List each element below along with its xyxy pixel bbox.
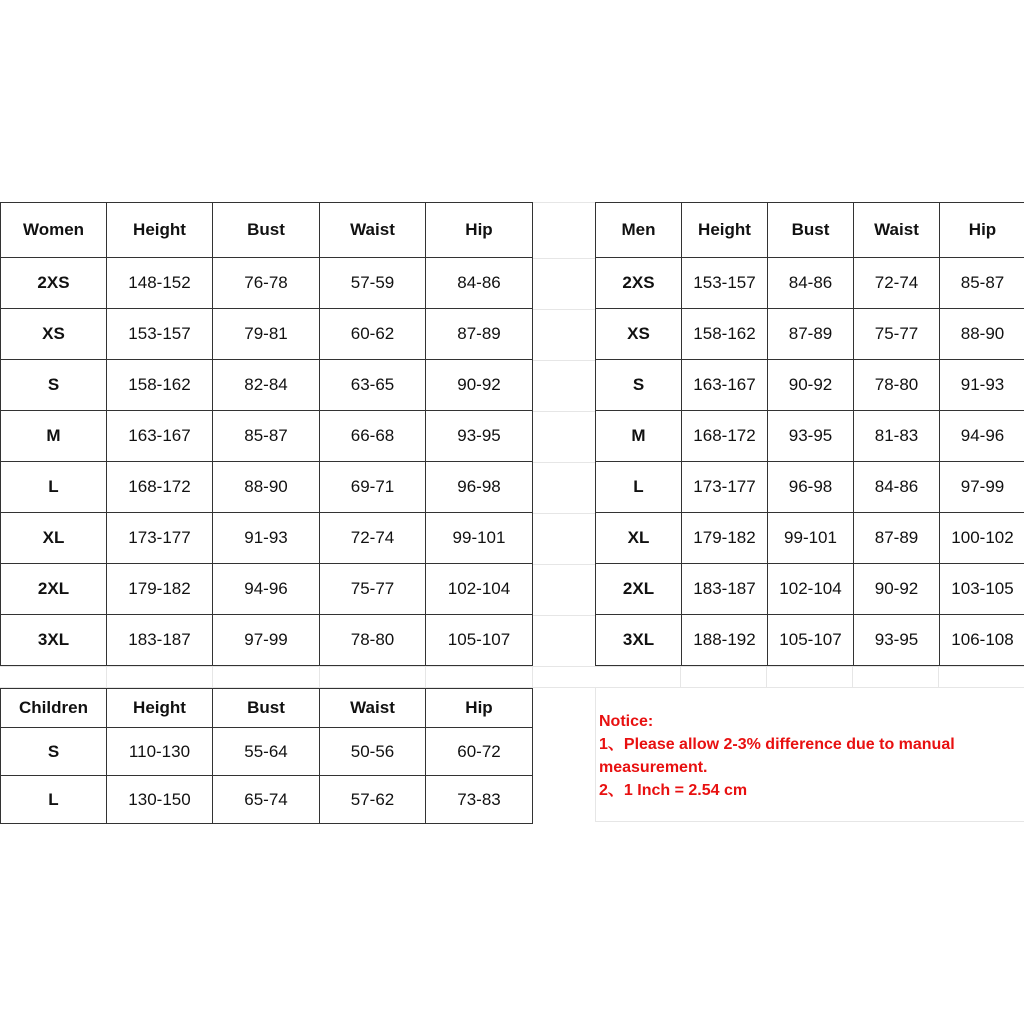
faint-gridline bbox=[425, 666, 426, 688]
faint-gridline bbox=[106, 666, 107, 688]
table-cell: 93-95 bbox=[854, 615, 940, 666]
table-cell: 90-92 bbox=[426, 360, 533, 411]
table-row bbox=[596, 411, 1024, 462]
table-cell: 81-83 bbox=[854, 411, 940, 462]
faint-gridline bbox=[595, 821, 1024, 822]
table-cell: 84-86 bbox=[768, 258, 854, 309]
table-cell: 78-80 bbox=[320, 615, 426, 666]
table-cell: 99-101 bbox=[426, 513, 533, 564]
table-cell: 105-107 bbox=[426, 615, 533, 666]
faint-gridline bbox=[938, 666, 939, 688]
size-cell: S bbox=[596, 360, 682, 411]
table-row bbox=[596, 462, 1024, 513]
table-cell: 106-108 bbox=[940, 615, 1024, 666]
table-cell: 87-89 bbox=[426, 309, 533, 360]
table-cell: 103-105 bbox=[940, 564, 1024, 615]
children-size-table bbox=[0, 688, 533, 824]
faint-gridline bbox=[766, 666, 767, 688]
faint-gridline bbox=[595, 688, 596, 822]
size-cell: 2XL bbox=[596, 564, 682, 615]
table-cell: 87-89 bbox=[854, 513, 940, 564]
size-cell: M bbox=[1, 411, 107, 462]
header-cell: Hip bbox=[426, 203, 533, 258]
faint-gridline bbox=[533, 360, 595, 361]
header-cell: Waist bbox=[320, 689, 426, 728]
table-cell: 94-96 bbox=[213, 564, 320, 615]
header-cell: Waist bbox=[854, 203, 940, 258]
faint-gridline bbox=[533, 513, 595, 514]
faint-gridline bbox=[319, 666, 320, 688]
table-header-row bbox=[1, 689, 533, 728]
table-cell: 130-150 bbox=[107, 776, 213, 824]
table-cell: 91-93 bbox=[940, 360, 1024, 411]
table-cell: 84-86 bbox=[426, 258, 533, 309]
table-cell: 84-86 bbox=[854, 462, 940, 513]
table-cell: 66-68 bbox=[320, 411, 426, 462]
notice-block bbox=[599, 710, 999, 802]
header-cell: Children bbox=[1, 689, 107, 728]
header-cell: Bust bbox=[213, 689, 320, 728]
table-cell: 79-81 bbox=[213, 309, 320, 360]
table-row bbox=[1, 776, 533, 824]
table-cell: 63-65 bbox=[320, 360, 426, 411]
header-cell: Waist bbox=[320, 203, 426, 258]
faint-gridline bbox=[680, 666, 681, 688]
women-size-table bbox=[0, 202, 533, 666]
table-cell: 57-62 bbox=[320, 776, 426, 824]
faint-gridline bbox=[852, 666, 853, 688]
header-cell: Bust bbox=[768, 203, 854, 258]
table-cell: 163-167 bbox=[682, 360, 768, 411]
faint-gridline bbox=[533, 615, 595, 616]
size-cell: XL bbox=[1, 513, 107, 564]
table-cell: 85-87 bbox=[213, 411, 320, 462]
table-header-row bbox=[1, 203, 533, 258]
table-cell: 183-187 bbox=[682, 564, 768, 615]
table-cell: 168-172 bbox=[107, 462, 213, 513]
table-cell: 148-152 bbox=[107, 258, 213, 309]
table-cell: 93-95 bbox=[426, 411, 533, 462]
table-cell: 69-71 bbox=[320, 462, 426, 513]
table-row bbox=[1, 258, 533, 309]
header-cell: Men bbox=[596, 203, 682, 258]
header-cell: Bust bbox=[213, 203, 320, 258]
table-cell: 99-101 bbox=[768, 513, 854, 564]
size-cell: S bbox=[1, 728, 107, 776]
table-row bbox=[1, 309, 533, 360]
faint-gridline bbox=[533, 462, 595, 463]
table-cell: 97-99 bbox=[940, 462, 1024, 513]
faint-gridline bbox=[533, 258, 595, 259]
table-cell: 85-87 bbox=[940, 258, 1024, 309]
table-cell: 91-93 bbox=[213, 513, 320, 564]
table-cell: 173-177 bbox=[682, 462, 768, 513]
table-row bbox=[1, 513, 533, 564]
table-cell: 100-102 bbox=[940, 513, 1024, 564]
table-cell: 158-162 bbox=[682, 309, 768, 360]
size-cell: 2XS bbox=[596, 258, 682, 309]
table-cell: 97-99 bbox=[213, 615, 320, 666]
table-cell: 179-182 bbox=[682, 513, 768, 564]
table-cell: 163-167 bbox=[107, 411, 213, 462]
table-row bbox=[1, 462, 533, 513]
table-cell: 93-95 bbox=[768, 411, 854, 462]
men-size-table bbox=[595, 202, 1024, 666]
table-cell: 65-74 bbox=[213, 776, 320, 824]
size-cell: L bbox=[1, 776, 107, 824]
table-cell: 173-177 bbox=[107, 513, 213, 564]
table-cell: 110-130 bbox=[107, 728, 213, 776]
table-row bbox=[1, 360, 533, 411]
table-cell: 158-162 bbox=[107, 360, 213, 411]
faint-gridline bbox=[0, 666, 1024, 667]
table-row bbox=[596, 258, 1024, 309]
faint-gridline bbox=[533, 564, 595, 565]
table-cell: 73-83 bbox=[426, 776, 533, 824]
size-cell: S bbox=[1, 360, 107, 411]
table-cell: 72-74 bbox=[854, 258, 940, 309]
table-row bbox=[1, 728, 533, 776]
table-cell: 168-172 bbox=[682, 411, 768, 462]
table-row bbox=[1, 411, 533, 462]
table-cell: 75-77 bbox=[320, 564, 426, 615]
table-cell: 78-80 bbox=[854, 360, 940, 411]
size-cell: 2XS bbox=[1, 258, 107, 309]
table-cell: 183-187 bbox=[107, 615, 213, 666]
size-cell: L bbox=[596, 462, 682, 513]
table-row bbox=[596, 564, 1024, 615]
header-cell: Height bbox=[107, 689, 213, 728]
table-row bbox=[596, 360, 1024, 411]
table-cell: 179-182 bbox=[107, 564, 213, 615]
size-cell: 3XL bbox=[1, 615, 107, 666]
table-cell: 88-90 bbox=[213, 462, 320, 513]
size-cell: XS bbox=[1, 309, 107, 360]
table-cell: 50-56 bbox=[320, 728, 426, 776]
size-cell: XL bbox=[596, 513, 682, 564]
table-cell: 60-72 bbox=[426, 728, 533, 776]
table-cell: 72-74 bbox=[320, 513, 426, 564]
table-cell: 90-92 bbox=[854, 564, 940, 615]
size-cell: 2XL bbox=[1, 564, 107, 615]
table-cell: 55-64 bbox=[213, 728, 320, 776]
table-row bbox=[1, 615, 533, 666]
faint-gridline bbox=[533, 309, 595, 310]
table-cell: 90-92 bbox=[768, 360, 854, 411]
faint-gridline bbox=[533, 202, 595, 203]
header-cell: Hip bbox=[940, 203, 1024, 258]
header-cell: Women bbox=[1, 203, 107, 258]
table-cell: 87-89 bbox=[768, 309, 854, 360]
notice-line-2: 2、1 Inch = 2.54 cm bbox=[599, 782, 748, 799]
table-cell: 102-104 bbox=[768, 564, 854, 615]
table-cell: 153-157 bbox=[682, 258, 768, 309]
table-cell: 96-98 bbox=[768, 462, 854, 513]
table-cell: 94-96 bbox=[940, 411, 1024, 462]
table-cell: 102-104 bbox=[426, 564, 533, 615]
table-row bbox=[596, 615, 1024, 666]
table-row bbox=[596, 309, 1024, 360]
notice-line-1: 1、Please allow 2-3% difference due to manual measurement. bbox=[599, 736, 955, 776]
table-cell: 88-90 bbox=[940, 309, 1024, 360]
header-cell: Height bbox=[682, 203, 768, 258]
size-cell: 3XL bbox=[596, 615, 682, 666]
notice-title: Notice: bbox=[599, 713, 654, 730]
table-cell: 60-62 bbox=[320, 309, 426, 360]
size-cell: XS bbox=[596, 309, 682, 360]
header-cell: Hip bbox=[426, 689, 533, 728]
header-cell: Height bbox=[107, 203, 213, 258]
faint-gridline bbox=[212, 666, 213, 688]
table-cell: 105-107 bbox=[768, 615, 854, 666]
table-cell: 76-78 bbox=[213, 258, 320, 309]
table-cell: 57-59 bbox=[320, 258, 426, 309]
size-cell: L bbox=[1, 462, 107, 513]
table-row bbox=[1, 564, 533, 615]
table-cell: 188-192 bbox=[682, 615, 768, 666]
table-row bbox=[596, 513, 1024, 564]
size-cell: M bbox=[596, 411, 682, 462]
table-cell: 96-98 bbox=[426, 462, 533, 513]
table-cell: 75-77 bbox=[854, 309, 940, 360]
table-cell: 153-157 bbox=[107, 309, 213, 360]
table-header-row bbox=[596, 203, 1024, 258]
faint-gridline bbox=[533, 411, 595, 412]
table-cell: 82-84 bbox=[213, 360, 320, 411]
